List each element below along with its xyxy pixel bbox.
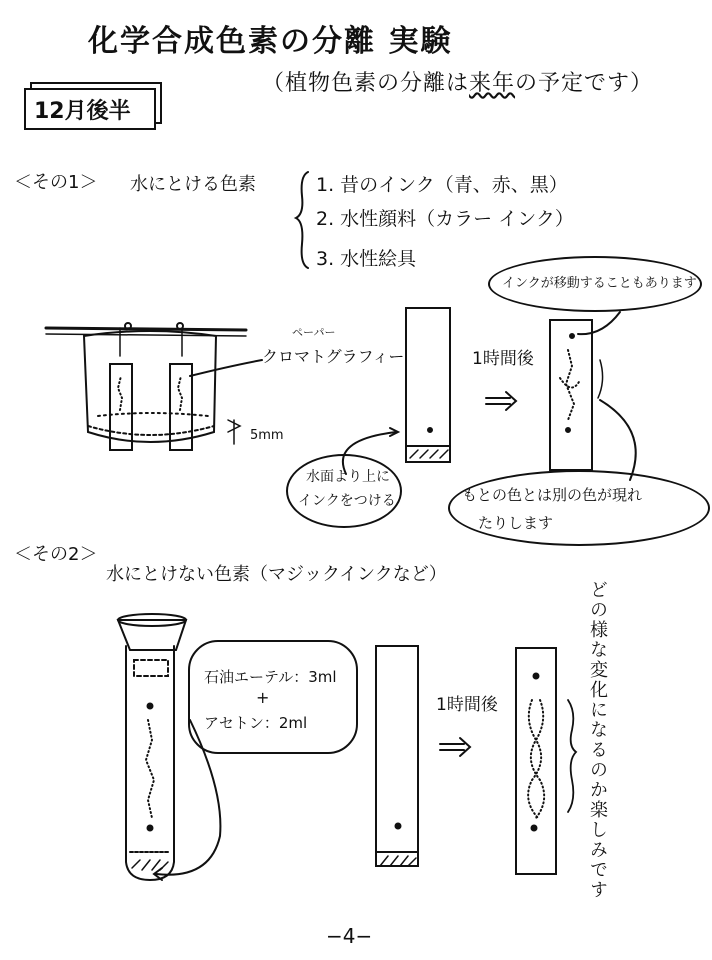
page-title: 化学合成色素の分離 実験 xyxy=(88,24,453,59)
part2-label: ＜その2＞ xyxy=(14,544,98,565)
date-label: 12月後半 xyxy=(34,99,131,124)
subtitle-close: の予定です） xyxy=(515,71,654,96)
note-other-color-1: もとの色とは別の色が現れ xyxy=(462,486,643,504)
note-above-water-2: インクをつける xyxy=(298,493,396,509)
solvent-plus: + xyxy=(256,688,270,707)
strip-after-1 xyxy=(550,312,636,480)
note-above-water-1: 水面より上に xyxy=(306,469,390,485)
arrow-part1 xyxy=(486,392,516,410)
arrow-part2 xyxy=(440,738,470,756)
beaker-drawing xyxy=(46,323,262,450)
note-other-color-2: たりします xyxy=(478,514,554,532)
note-vertical: どの様な変化になるのか楽しみです xyxy=(587,580,608,900)
strip-before-1 xyxy=(343,308,450,474)
strip-after-2 xyxy=(516,648,576,874)
solvent-1: 石油エーテル：3ml xyxy=(204,668,337,686)
subtitle-open: （植物色素の分離は xyxy=(262,71,470,96)
part1-heading: 水にとける色素 xyxy=(130,174,256,195)
test-tube-drawing xyxy=(118,614,220,880)
solvent-2: アセトン：2ml xyxy=(204,714,308,732)
part1-after-hour: 1時間後 xyxy=(472,349,534,369)
note-ink-moves: インクが移動することもあります xyxy=(502,276,697,291)
subtitle-emphasis: 来年 xyxy=(469,71,516,96)
chromatography-label: クロマトグラフィー xyxy=(262,347,405,366)
part1-item-2: 2. 水性顔料（カラー インク） xyxy=(316,208,574,230)
list-brace xyxy=(296,172,308,268)
depth-label: 5mm xyxy=(250,428,284,443)
part1-item-1: 1. 昔のインク（青、赤、黒） xyxy=(316,174,568,196)
ruby-paper: ペーパー xyxy=(292,326,336,339)
page-number: −4− xyxy=(326,924,373,948)
strip-before-2 xyxy=(376,646,418,866)
part2-heading: 水にとけない色素（マジックインクなど） xyxy=(106,564,447,585)
part1-item-3: 3. 水性絵具 xyxy=(316,248,417,270)
part1-label: ＜その1＞ xyxy=(14,172,98,193)
part2-after-hour: 1時間後 xyxy=(436,695,498,715)
